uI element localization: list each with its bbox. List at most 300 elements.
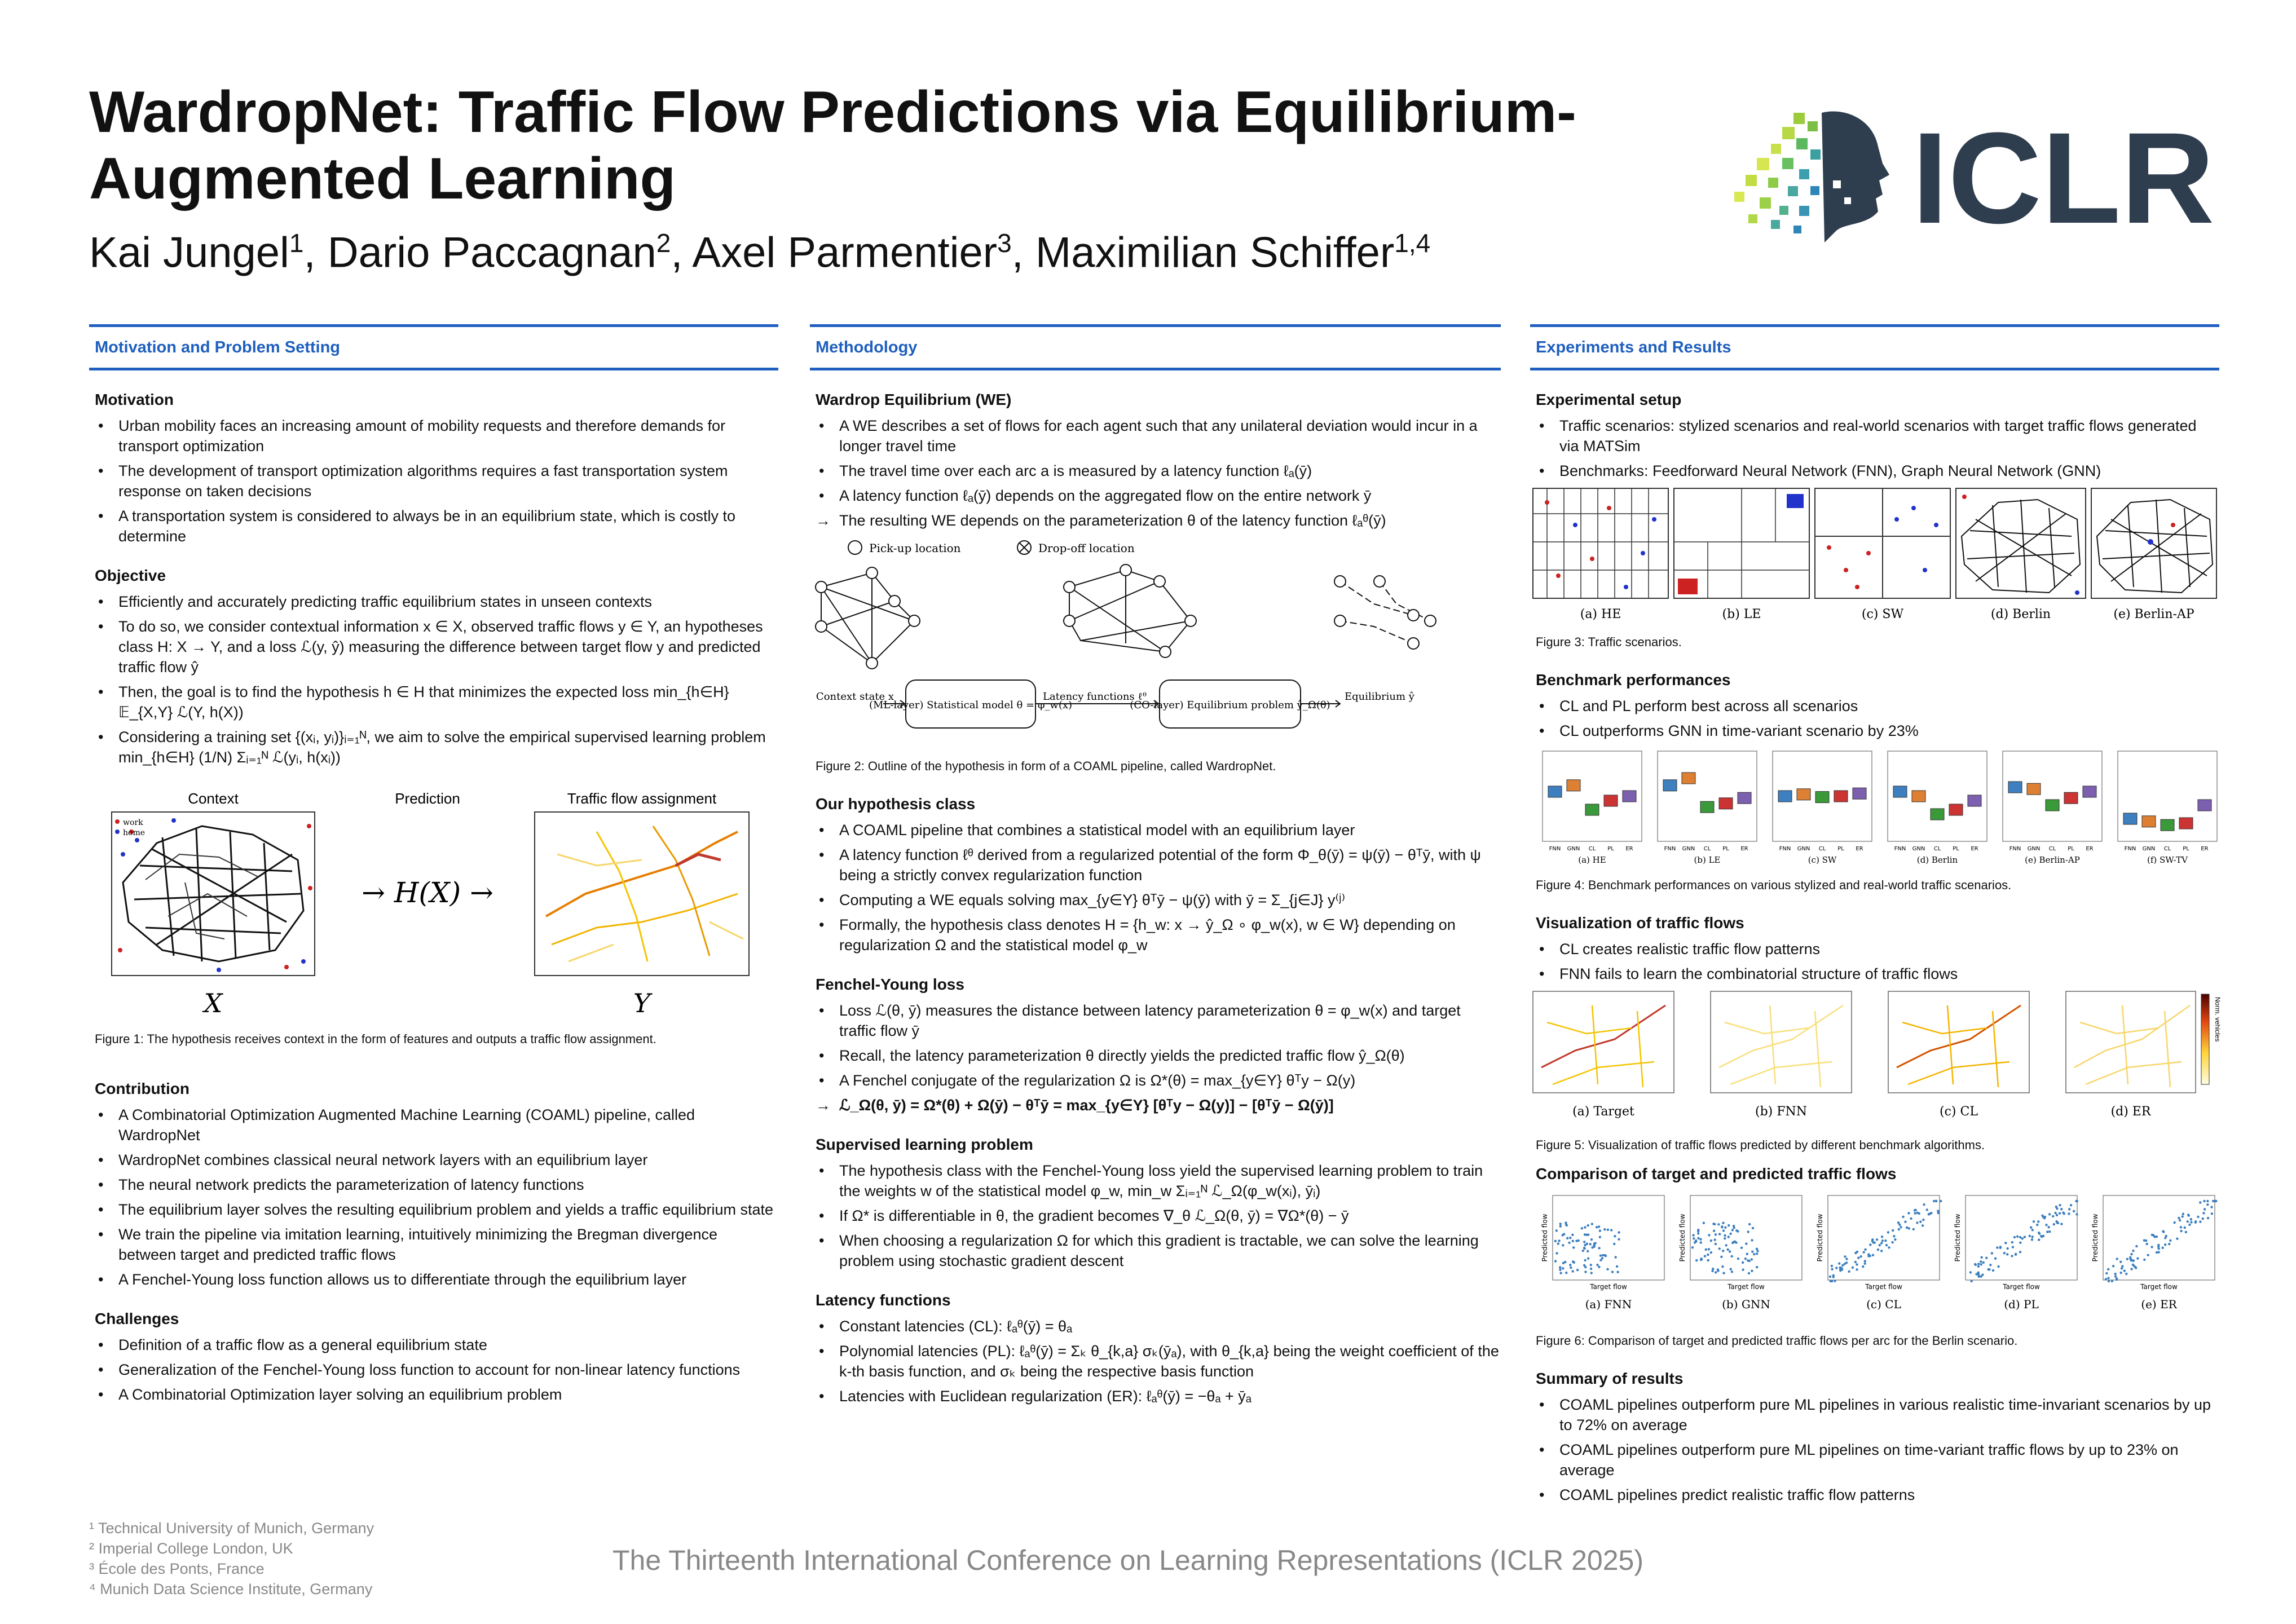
bullet-item: • Computing a WE equals solving max_{y∈Y} θᵀȳ − ψ(ȳ) with ȳ = Σ_{j∈J} y⁽ʲ⁾ [816,890,1501,910]
scatter-point [2019,1242,2021,1244]
flow-map-cl [1888,991,2029,1093]
bullet-list [95,592,778,767]
scatter-point [1923,1203,1925,1206]
scatter-point [1598,1225,1600,1228]
scatter-point [1891,1241,1893,1243]
boxplot-method-label: PL [2183,846,2189,852]
section-benchmark-performances [1530,671,2219,741]
boxplot-method-label: GNN [1797,846,1810,852]
scatter-point [1554,1240,1557,1242]
scatter-point [1722,1229,1725,1232]
scatter-point [2046,1230,2048,1233]
scatter-point [1565,1272,1567,1274]
section-title: Wardrop Equilibrium (WE) [816,391,1012,408]
figure-caption: Figure 3: Traffic scenarios. [1536,635,1682,649]
bullet-item: • Considering a training set {(xᵢ, yᵢ)}ᵢ₌₁ᴺ, we aim to solve the empirical supervised learning problem min_{h∈H} (1/N) Σᵢ₌₁ᴺ ℒ(yᵢ, h(xᵢ)) [95,727,778,767]
scatter-point [2031,1238,2033,1241]
scatter-point [2042,1235,2044,1237]
scatter-point [2012,1246,2014,1248]
boxplot-box [1585,804,1599,815]
scatter-point [1831,1268,1833,1270]
scatter-point [1894,1238,1896,1241]
fig1-label-context: Context [188,790,239,807]
scatter-point [1572,1240,1574,1242]
scatter-point [1584,1226,1586,1228]
scatter-point [2211,1212,2213,1215]
scatter-point [1730,1268,1732,1270]
scatter-point [2038,1238,2040,1241]
section-fenchel-young [810,976,1501,1115]
bullet-item: • A Fenchel conjugate of the regularization Ω is Ω*(θ) = max_{y∈Y} θᵀy − Ω(y) [816,1070,1501,1091]
pickup-legend-icon [848,541,862,554]
section-title: Fenchel-Young loss [816,976,964,993]
scatter-point [1586,1243,1588,1245]
scatter-point [1747,1230,1749,1233]
scatter-point [1581,1227,1583,1229]
scatter-point [2187,1220,2189,1223]
scatter-point [2075,1200,2078,1202]
scatter-point [2114,1273,2117,1275]
scatter-point [2188,1224,2191,1226]
fig1-x-label: X [204,988,223,1018]
scenario-he [1533,488,1668,598]
legend-home-label: home [123,828,146,837]
scatter-point [1731,1229,1734,1231]
boxplot-box [2064,792,2078,804]
boxplot-method-label: FNN [2124,846,2136,852]
figure-5 [1530,988,2222,1154]
boxplot-box [1567,780,1580,791]
scatter-point [1562,1262,1565,1264]
scatter-point [1699,1238,1702,1241]
scatter-point [1727,1235,1730,1238]
figure-5-graphic [1530,988,2222,1129]
section-comparison [1530,1165,2219,1183]
scatter-point [1744,1257,1747,1260]
scatter-point [1596,1264,1598,1266]
scatter-point [1599,1230,1601,1232]
bullet-list [1536,1394,2219,1505]
scatter-point [1974,1263,1976,1265]
scatter-point [1977,1265,1980,1268]
author-list: Kai Jungel$^1$, Dario Paccagnan$^2$, Axel Parmentier$^3$, Maximilian Schiffer$^{1,4}$ [89,228,1431,277]
figure-caption: Figure 5: Visualization of traffic flows predicted by different benchmark algorithms. [1536,1138,1985,1152]
boxplot-method-label: ER [1856,846,1863,852]
figure-1 [89,781,778,1046]
scatter-point [2210,1206,2213,1208]
conference-name: The Thirteenth International Conference on Learning Representations (ICLR 2025) [612,1544,1643,1576]
scatter-point [1872,1254,1874,1256]
scatter-point [1742,1261,1744,1264]
scatter-point [1589,1243,1592,1245]
scatter-point [2055,1206,2057,1208]
scatter-point [1751,1239,1753,1241]
boxplot-method-label: ER [1625,846,1633,852]
author-name: Maximilian Schiffer [1035,228,1395,277]
scatter-point [1598,1247,1600,1249]
scatter-point [1881,1239,1884,1242]
latency-graph [1064,564,1196,657]
scatter-x-label: Target flow [1727,1283,1765,1291]
scatter-point [1863,1263,1866,1265]
scatter-point [1751,1270,1753,1272]
scatter-point [1748,1272,1750,1274]
fig5-panel-label: (c) CL [1940,1105,1978,1119]
boxplot-box [1815,792,1829,803]
scatter-point [2145,1243,2148,1245]
scatter-point [1590,1264,1592,1266]
scatter-point [1598,1266,1600,1268]
scatter-point [1596,1226,1598,1228]
scatter-point [1705,1248,1707,1251]
scatter-point [2161,1247,2163,1249]
scatter-point [1871,1240,1874,1242]
scatter-point [2180,1226,2182,1228]
scatter-point [1829,1276,1831,1278]
scatter-y-label: Predicted flow [1541,1213,1549,1262]
scatter-point [1834,1279,1836,1282]
scatter-point [2202,1212,2205,1214]
scatter-point [1862,1251,1865,1254]
scatter-point [1922,1224,1924,1226]
fig4-panel-label: (c) SW [1808,855,1837,865]
scatter-point [1731,1270,1733,1273]
scatter-point [1902,1216,1904,1218]
figure-3-graphic [1530,486,2219,626]
scatter-point [1584,1270,1587,1273]
bullet-item: • Polynomial latencies (PL): ℓₐᶿ(ȳ) = Σₖ θ_{k,a} σₖ(ȳₐ), with θ_{k,a} being the weight coefficient of the k-th basis function, and σₖ being the respective basis function [816,1341,1501,1382]
scatter-point [1856,1251,1858,1253]
section-title: Motivation [95,391,174,408]
section-title: Experimental setup [1536,391,1682,408]
scatter-point [1602,1254,1604,1256]
scatter-point [1751,1250,1753,1252]
section-wardrop-equilibrium [810,391,1501,531]
scatter-point [1906,1226,1908,1229]
fig1-hypothesis-arrow: → H(X) → [362,876,493,909]
section-title: Our hypothesis class [816,795,976,813]
scatter-point [1583,1241,1585,1243]
scatter-point [2176,1237,2178,1239]
scatter-point [2180,1230,2182,1232]
scatter-point [1715,1233,1717,1235]
fig6-panel-label: (b) GNN [1722,1298,1770,1311]
column-motivation [89,324,778,1497]
scatter-point [1991,1252,1993,1254]
scatter-point [2132,1259,2135,1261]
scatter-point [2119,1272,2122,1274]
section-title: Supervised learning problem [816,1136,1033,1153]
author-affiliation: 2 [656,228,671,258]
scatter-point [1987,1268,1989,1270]
section-title: Benchmark performances [1536,671,1731,689]
scatter-point [1724,1226,1726,1229]
scatter-point [2105,1272,2108,1274]
scatter-point [1575,1239,1577,1242]
scatter-point [2143,1259,2145,1261]
scatter-point [1568,1242,1570,1244]
scatter-point [1569,1264,1571,1266]
bullet-item: • Urban mobility faces an increasing amount of mobility requests and therefore demands for transport optimization [95,416,778,456]
bullet-item: • Constant latencies (CL): ℓₐᶿ(ȳ) = θₐ [816,1316,1501,1336]
scatter-point [1613,1243,1615,1245]
scatter-point [2041,1215,2043,1217]
boxplot-method-label: PL [2068,846,2074,852]
scatter-point [2123,1270,2126,1272]
scatter-point [1729,1250,1731,1252]
scatter-point [1725,1244,1727,1246]
scatter-point [1563,1233,1565,1235]
scatter-point [1981,1273,1984,1276]
scatter-point [1697,1229,1699,1231]
boxplot-method-label: PL [1607,846,1614,852]
bullet-item: • The equilibrium layer solves the resulting equilibrium problem and yields a traffic equilibrium state [95,1199,778,1220]
scatter-point [1737,1230,1739,1232]
boxplot-method-label: CL [1588,846,1596,852]
column-header [810,324,1501,370]
figure-caption: Figure 6: Comparison of target and predicted traffic flows per arc for the Berlin scenario. [1536,1334,2018,1348]
figure-caption: Figure 1: The hypothesis receives context in the form of features and outputs a traffic flow assignment. [95,1032,656,1046]
title-block [89,79,1612,277]
scatter-point [1839,1269,1841,1272]
scatter-point [2135,1245,2138,1247]
section-title: Comparison of target and predicted traffic flows [1536,1165,1897,1182]
scatter-point [2132,1264,2134,1266]
author-name: Axel Parmentier [692,228,998,277]
scatter-point [2132,1250,2134,1252]
scatter-point [2173,1221,2175,1224]
scatter-point [2126,1258,2128,1260]
section-challenges [89,1310,778,1405]
scatter-point [2062,1211,2064,1213]
scatter-point [1756,1252,1758,1255]
scatter-point [1722,1250,1724,1252]
scatter-point [1997,1265,1999,1268]
boxplot-method-label: FNN [1549,846,1561,852]
scatter-point [1711,1270,1713,1272]
scatter-point [1554,1260,1557,1262]
assignment-map [535,812,749,976]
scatter-x-label: Target flow [1865,1283,1902,1291]
scatter-point [1835,1266,1837,1269]
boxplot-box [1682,773,1695,784]
scatter-point [1558,1239,1560,1242]
legend-home-marker [115,829,120,834]
boxplot-method-label: GNN [1912,846,1925,852]
scatter-point [1712,1268,1714,1270]
boxplot-box [1623,791,1636,802]
scatter-point [2031,1235,2033,1238]
bullet-list [816,1160,1501,1271]
boxplot-box [1663,780,1677,791]
bullet-item-arrow: → The resulting WE depends on the parameterization θ of the latency function ℓₐᶿ(ȳ) [816,510,1501,531]
scatter-point [2029,1235,2031,1237]
section-hypothesis-class [810,795,1501,955]
scatter-panel [1828,1195,1940,1280]
scatter-point [2156,1235,2158,1238]
scatter-point [1559,1223,1562,1225]
fig3-panel-label: (e) Berlin-AP [2113,607,2194,621]
boxplot-box [1738,792,1751,804]
box-latency-text: Latency functions ℓᶿ [1043,691,1147,703]
scatter-point [1614,1235,1616,1237]
scatter-point [1937,1212,1939,1214]
scatter-point [1693,1237,1695,1239]
scatter-point [2145,1239,2147,1242]
bullet-item: • To do so, we consider contextual information x ∈ X, observed traffic flows y ∈ Y, an hypotheses class H: X → Y, and a loss ℒ(y, ŷ) measuring the difference between target flow y and predicted traffic flow ŷ [95,616,778,677]
scatter-point [1854,1261,1857,1263]
scatter-point [2003,1252,2006,1254]
boxplot-box [1548,786,1562,797]
scatter-point [1928,1213,1930,1215]
dropoff-legend-label: Drop-off location [1038,541,1135,555]
scatter-point [2015,1254,2017,1256]
scatter-point [2107,1268,2109,1270]
scatter-point [2053,1223,2055,1225]
scatter-point [2048,1230,2051,1233]
scatter-point [2206,1203,2209,1206]
scatter-point [1880,1242,1883,1244]
context-map [112,812,315,976]
bullet-item: • COAML pipelines predict realistic traffic flow patterns [1536,1485,2219,1505]
bullet-item: • A Fenchel-Young loss function allows us to differentiate through the equilibrium layer [95,1269,778,1290]
bullet-item: • Generalization of the Fenchel-Young loss function to account for non-linear latency functions [95,1360,778,1380]
scatter-point [1831,1265,1833,1267]
scatter-point [1695,1259,1698,1261]
figure-2 [810,536,1501,775]
scatter-point [1862,1265,1864,1268]
section-title: Challenges [95,1310,179,1327]
scatter-point [1980,1260,1982,1263]
scatter-point [1569,1237,1571,1239]
scatter-point [1559,1272,1562,1274]
fig6-panel-label: (c) CL [1866,1298,1901,1311]
scatter-point [1616,1271,1619,1273]
scatter-point [2037,1220,2039,1223]
fig4-panel-label: (d) Berlin [1916,855,1958,865]
bullet-item: • Definition of a traffic flow as a general equilibrium state [95,1335,778,1355]
bullet-list [816,1316,1501,1406]
scatter-point [2156,1251,2158,1254]
scatter-point [1724,1234,1726,1237]
boxplot-box [2083,786,2096,797]
fig5-panel-label: (d) ER [2110,1105,2151,1119]
iclr-logo-graphic [1703,96,2222,248]
scatter-point [1555,1229,1558,1232]
scatter-point [1880,1250,1883,1252]
scatter-point [2056,1214,2058,1216]
scatter-point [1708,1234,1710,1236]
scatter-point [1724,1237,1726,1239]
bullet-item: • CL creates realistic traffic flow patterns [1536,939,2219,959]
scatter-point [2185,1231,2187,1233]
scatter-point [1900,1226,1902,1228]
bullet-item: • We train the pipeline via imitation learning, intuitively minimizing the Bregman divergence between target and predicted traffic flows [95,1224,778,1265]
scatter-point [2157,1244,2160,1246]
scatter-point [1692,1234,1694,1236]
boxplot-box [2046,800,2059,811]
scatter-point [2151,1234,2153,1236]
boxplot-method-label: CL [1818,846,1826,852]
scatter-point [1926,1208,1928,1211]
context-graph [816,567,920,669]
bullet-item: • A WE describes a set of flows for each agent such that any unilateral deviation would incur in a longer travel time [816,416,1501,456]
boxplot-method-label: ER [1971,846,1978,852]
scatter-point [1856,1263,1858,1265]
boxplot-box [2123,813,2137,824]
fig3-panel-label: (b) LE [1722,607,1761,621]
scatter-point [1603,1228,1606,1230]
scatter-point [2006,1253,2008,1255]
scatter-point [1881,1235,1883,1238]
scatter-point [2011,1255,2013,1257]
scatter-point [2055,1220,2057,1223]
bullet-item: • COAML pipelines outperform pure ML pipelines on time-variant traffic flows by up to 23% on average [1536,1440,2219,1480]
scatter-point [1611,1270,1614,1273]
scatter-point [1717,1268,1719,1270]
scatter-point [1838,1263,1840,1265]
scatter-point [2047,1226,2050,1228]
fig3-panel-label: (d) Berlin [1990,607,2051,621]
boxplot-box [2198,800,2211,811]
scatter-point [2157,1247,2160,1250]
bullet-item: • Formally, the hypothesis class denotes H = {h_w: x → ŷ_Ω ∘ φ_w(x), w ∈ W} depending on regularization Ω and the statistical model φ_w [816,915,1501,955]
affiliation-item: ² Imperial College London, UK [89,1540,293,1557]
scatter-point [1713,1230,1715,1232]
pixel-head-mark [1734,112,1889,243]
scatter-point [2075,1213,2078,1215]
scatter-point [1715,1243,1717,1245]
fig4-panel-label: (e) Berlin-AP [2025,855,2080,865]
scatter-point [1571,1270,1574,1272]
scatter-point [1897,1221,1900,1224]
scatter-point [1887,1231,1889,1233]
scatter-point [1618,1238,1620,1241]
bullet-item: • The development of transport optimization algorithms requires a fast transportation system response on taken decisions [95,461,778,501]
scatter-point [1864,1260,1866,1262]
scatter-point [1570,1266,1572,1269]
scatter-point [2197,1216,2199,1218]
scatter-point [1989,1264,1991,1266]
scatter-point [1914,1212,1916,1215]
bullet-item: • Recall, the latency parameterization θ directly yields the predicted traffic flow ŷ_Ω(θ) [816,1045,1501,1066]
author-affiliation: 3 [997,228,1012,258]
scatter-point [1599,1255,1602,1257]
scatter-point [1584,1266,1587,1268]
scatter-point [1582,1250,1584,1252]
scatter-point [2215,1200,2217,1202]
scatter-point [1607,1229,1609,1231]
bullet-list [95,416,778,546]
bullet-list [95,1335,778,1405]
bullet-list [1536,416,2219,481]
scatter-point [1852,1266,1854,1269]
scatter-point [1697,1237,1699,1239]
bullet-item: • A latency function ℓᶿ derived from a regularized potential of the form Φ_θ(ȳ) = ψ(ȳ) − θᵀȳ, with ψ being a strictly convex regularization function [816,845,1501,885]
author-name: Dario Paccagnan [327,228,656,277]
scatter-point [1742,1269,1744,1271]
figure-4 [1530,745,2219,894]
scatter-point [1844,1263,1846,1265]
scatter-point [2060,1208,2063,1210]
scatter-point [2036,1224,2038,1226]
scatter-point [1590,1238,1593,1241]
boxplot-box [2142,816,2156,827]
scatter-point [1591,1223,1593,1225]
boxplot-box [1853,788,1866,799]
scatter-point [1751,1258,1753,1260]
scatter-point [2073,1210,2075,1212]
